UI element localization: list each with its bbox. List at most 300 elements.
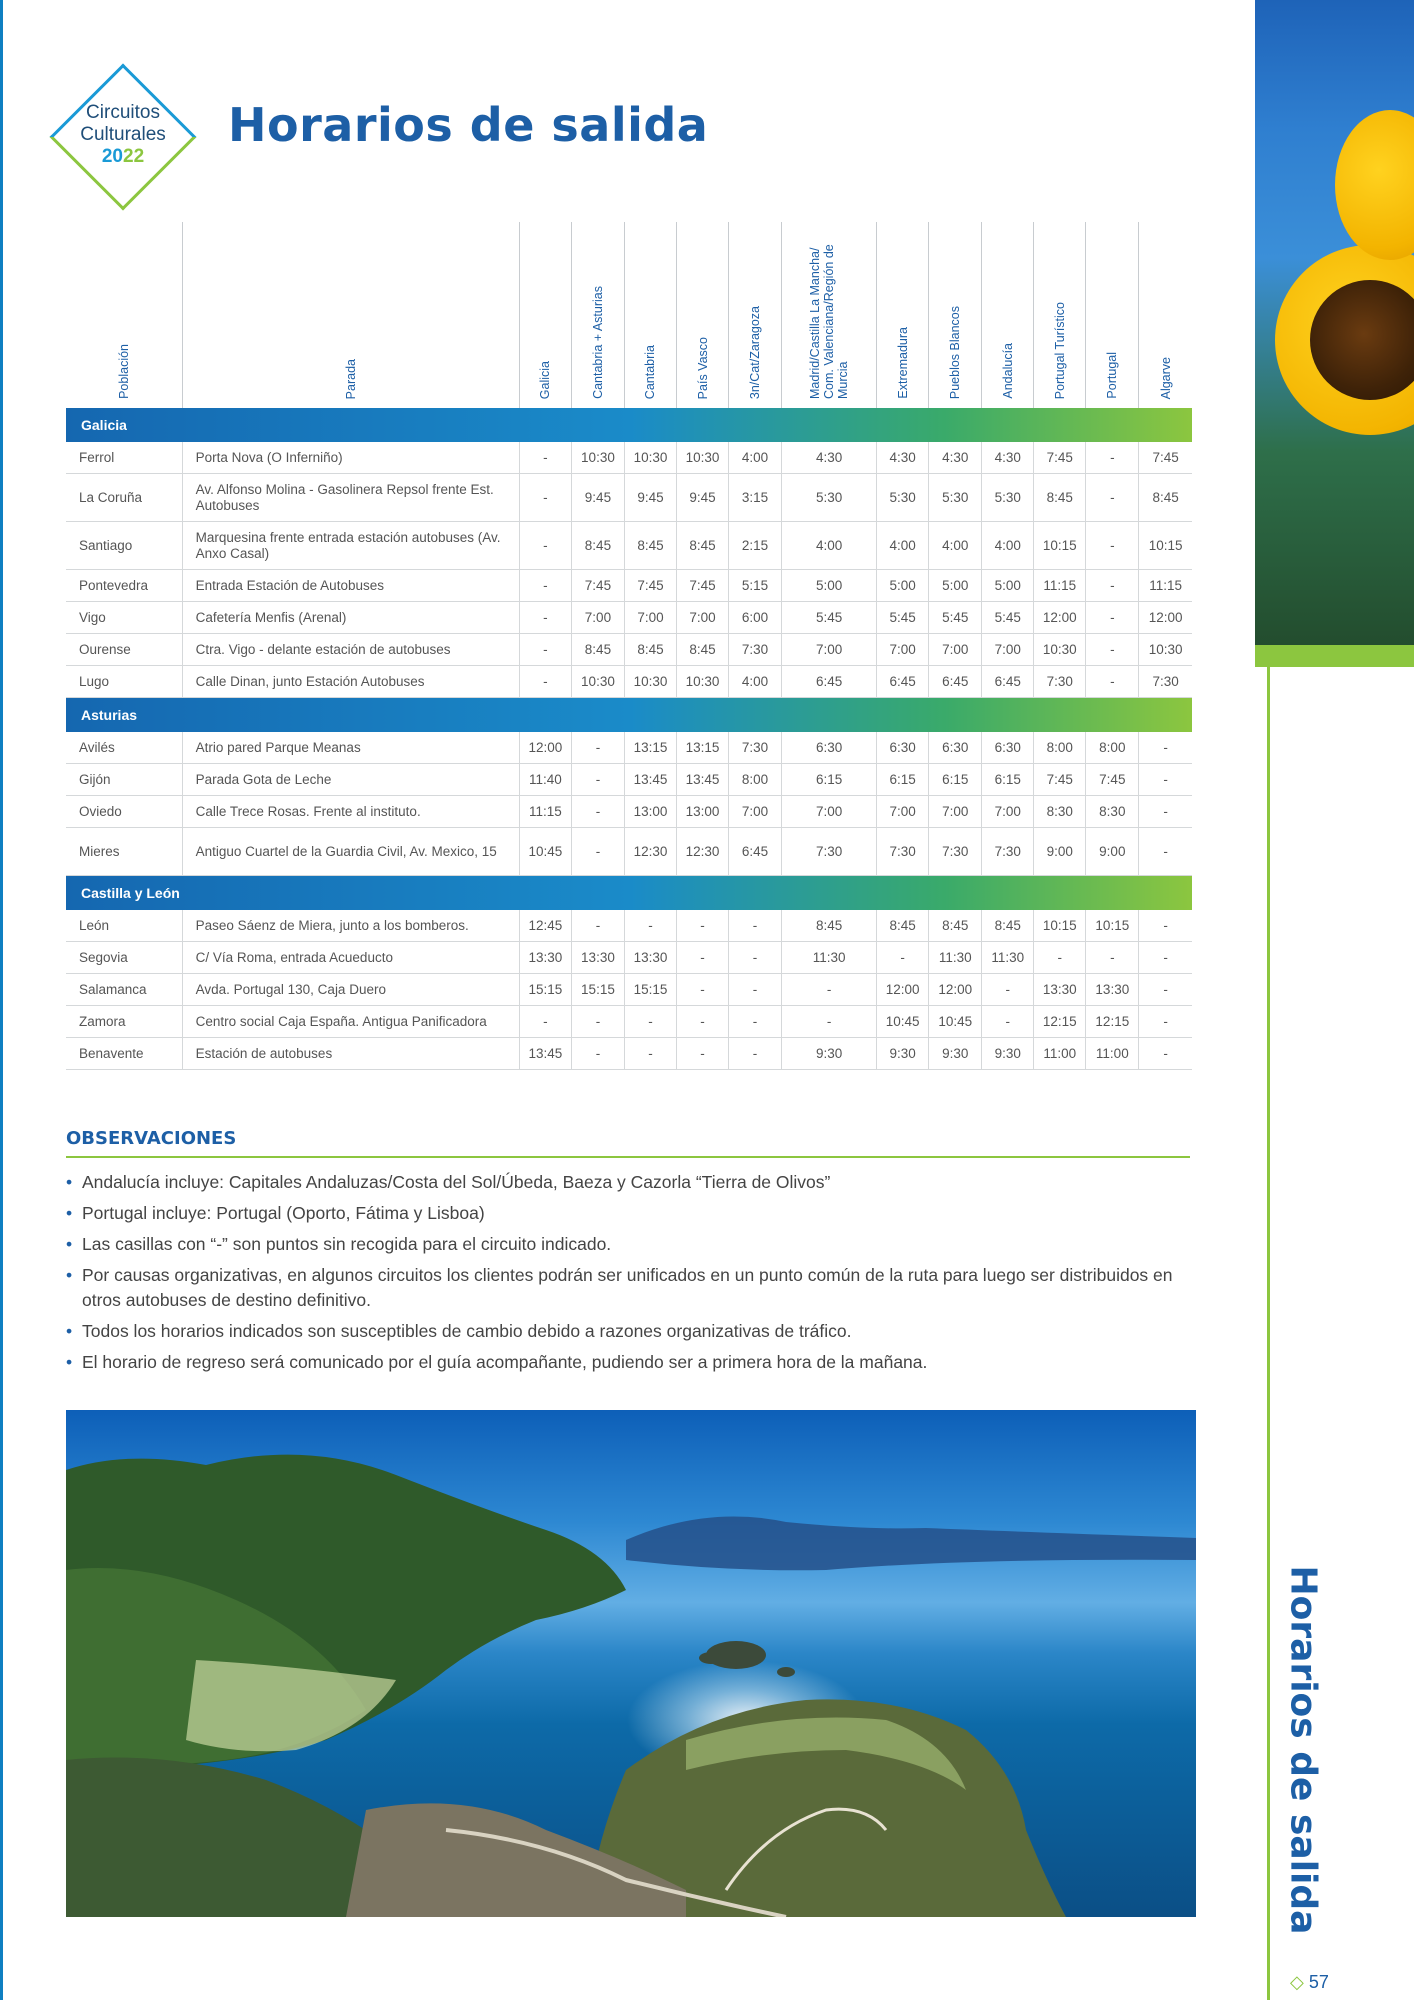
cell-time: 11:15 xyxy=(519,796,571,828)
col-header-label: Galicia xyxy=(538,360,553,399)
cell-time: 8:45 xyxy=(677,634,729,666)
cell-time: 15:15 xyxy=(519,974,571,1006)
cell-time: 7:00 xyxy=(877,796,929,828)
cell-time: 7:45 xyxy=(1034,442,1086,474)
cell-time: - xyxy=(1139,942,1192,974)
col-header-extremadura xyxy=(877,222,929,408)
cell-time: 6:30 xyxy=(877,732,929,764)
cell-time: 11:00 xyxy=(1086,1038,1139,1070)
cell-time: 8:45 xyxy=(571,634,624,666)
cell-time: 15:15 xyxy=(571,974,624,1006)
cell-poblacion: Segovia xyxy=(66,942,182,974)
cell-time: - xyxy=(1034,942,1086,974)
cell-time: - xyxy=(519,522,571,570)
observacion-item: • Andalucía incluye: Capitales Andaluzas/Costa del Sol/Úbeda, Baeza y Cazorla “Tierra de Olivos” xyxy=(66,1170,1190,1195)
cell-time: 10:30 xyxy=(624,666,676,698)
cell-time: 7:30 xyxy=(1034,666,1086,698)
cell-time: 15:15 xyxy=(624,974,676,1006)
col-header-label: Algarve xyxy=(1158,356,1173,399)
cell-time: - xyxy=(677,974,729,1006)
cell-time: 4:30 xyxy=(929,442,982,474)
col-header-label: 3n/Cat/Zaragoza xyxy=(748,305,763,399)
region-header-row xyxy=(66,408,1192,442)
cell-time: 10:30 xyxy=(1034,634,1086,666)
cell-time: 6:30 xyxy=(782,732,877,764)
cell-poblacion: Oviedo xyxy=(66,796,182,828)
logo-text xyxy=(38,102,208,168)
coastline-illustration xyxy=(66,1410,1196,1917)
cell-poblacion: Mieres xyxy=(66,828,182,876)
observaciones-list xyxy=(66,1170,1190,1381)
cell-time: 11:00 xyxy=(1034,1038,1086,1070)
cell-time: 6:45 xyxy=(982,666,1034,698)
cell-time: 7:30 xyxy=(1139,666,1192,698)
cell-time: 10:45 xyxy=(519,828,571,876)
cell-time: 9:45 xyxy=(571,474,624,522)
cell-parada: Parada Gota de Leche xyxy=(182,764,519,796)
col-header-cat-zaragoza xyxy=(729,222,782,408)
table-row xyxy=(66,522,1192,570)
col-header-portugal xyxy=(1086,222,1139,408)
col-header-label: Población xyxy=(116,344,131,399)
table-row xyxy=(66,828,1192,876)
cell-time: - xyxy=(677,942,729,974)
cell-time: 7:00 xyxy=(729,796,782,828)
sidebar-line xyxy=(1267,667,1270,2000)
cell-time: - xyxy=(782,974,877,1006)
cell-time: 8:00 xyxy=(1086,732,1139,764)
col-header-label: Extremadura xyxy=(895,327,910,399)
cell-time: - xyxy=(1086,602,1139,634)
cell-time: - xyxy=(1086,634,1139,666)
cell-time: 7:00 xyxy=(677,602,729,634)
col-header-pueblos-blancos xyxy=(929,222,982,408)
cell-time: 6:15 xyxy=(782,764,877,796)
observacion-item: • Todos los horarios indicados son susceptibles de cambio debido a razones organizativas de tráfico. xyxy=(66,1319,1190,1344)
cell-time: 8:30 xyxy=(1086,796,1139,828)
observacion-item: • Por causas organizativas, en algunos circuitos los clientes podrán ser unificados en un punto común de la ruta para luego ser distribuidos en otros autobuses de destino definitivo. xyxy=(66,1263,1190,1313)
cell-time: 13:45 xyxy=(519,1038,571,1070)
cell-time: 13:15 xyxy=(677,732,729,764)
cell-time: 6:15 xyxy=(982,764,1034,796)
cell-time: 9:00 xyxy=(1034,828,1086,876)
cell-time: 7:45 xyxy=(571,570,624,602)
col-header-parada xyxy=(182,222,519,408)
cell-parada: Avda. Portugal 130, Caja Duero xyxy=(182,974,519,1006)
region-name: Asturias xyxy=(66,698,1192,733)
cell-poblacion: Ourense xyxy=(66,634,182,666)
cell-time: 13:30 xyxy=(1086,974,1139,1006)
cell-time: 7:00 xyxy=(982,634,1034,666)
cell-time: 9:45 xyxy=(624,474,676,522)
cell-time: 6:45 xyxy=(782,666,877,698)
cell-time: 7:30 xyxy=(929,828,982,876)
cell-time: 7:00 xyxy=(571,602,624,634)
cell-time: 11:30 xyxy=(982,942,1034,974)
cell-time: - xyxy=(1086,522,1139,570)
cell-time: 12:00 xyxy=(1139,602,1192,634)
cell-time: - xyxy=(571,796,624,828)
cell-time: 5:00 xyxy=(782,570,877,602)
cell-time: 5:45 xyxy=(782,602,877,634)
cell-time: 5:15 xyxy=(729,570,782,602)
cell-time: 9:30 xyxy=(929,1038,982,1070)
cell-poblacion: Lugo xyxy=(66,666,182,698)
cell-time: 7:45 xyxy=(1139,442,1192,474)
cell-time: 10:15 xyxy=(1034,522,1086,570)
cell-time: 8:45 xyxy=(624,634,676,666)
cell-time: 6:00 xyxy=(729,602,782,634)
cell-time: 13:00 xyxy=(624,796,676,828)
cell-time: 7:00 xyxy=(624,602,676,634)
cell-poblacion: León xyxy=(66,910,182,942)
cell-parada: Antiguo Cuartel de la Guardia Civil, Av. Mexico, 15 xyxy=(182,828,519,876)
cell-time: 7:00 xyxy=(929,634,982,666)
cell-time: 9:30 xyxy=(982,1038,1034,1070)
cell-time: - xyxy=(677,1038,729,1070)
schedule-table xyxy=(66,222,1192,1070)
cell-parada: Ctra. Vigo - delante estación de autobuses xyxy=(182,634,519,666)
cell-time: 4:30 xyxy=(877,442,929,474)
cell-parada: Av. Alfonso Molina - Gasolinera Repsol frente Est. Autobuses xyxy=(182,474,519,522)
cell-time: 12:00 xyxy=(1034,602,1086,634)
cell-time: - xyxy=(1139,828,1192,876)
cell-time: 7:00 xyxy=(877,634,929,666)
page-number-value: 57 xyxy=(1308,1972,1329,1992)
cell-poblacion: Zamora xyxy=(66,1006,182,1038)
side-title-text: Horarios de salida xyxy=(1282,1565,1324,1935)
cell-time: 8:45 xyxy=(624,522,676,570)
region-header-row xyxy=(66,876,1192,911)
cell-time: 6:30 xyxy=(929,732,982,764)
cell-time: 10:30 xyxy=(571,442,624,474)
cell-poblacion: Benavente xyxy=(66,1038,182,1070)
col-header-label: Madrid/Castilla La Mancha/ Com. Valenciana/Región de Murcia xyxy=(808,244,851,399)
col-header-label: Parada xyxy=(343,358,358,399)
cell-parada: C/ Vía Roma, entrada Acueducto xyxy=(182,942,519,974)
cell-time: 4:30 xyxy=(982,442,1034,474)
cell-time: - xyxy=(982,1006,1034,1038)
cell-parada: Centro social Caja España. Antigua Panificadora xyxy=(182,1006,519,1038)
cell-time: 8:30 xyxy=(1034,796,1086,828)
table-row xyxy=(66,732,1192,764)
region-name: Castilla y León xyxy=(66,876,1192,911)
observaciones-title: OBSERVACIONES xyxy=(66,1128,237,1149)
cell-poblacion: Santiago xyxy=(66,522,182,570)
cell-time: 4:00 xyxy=(929,522,982,570)
cell-time: 6:15 xyxy=(877,764,929,796)
cell-time: 13:30 xyxy=(624,942,676,974)
cell-time: 5:30 xyxy=(982,474,1034,522)
table-row xyxy=(66,942,1192,974)
table-row xyxy=(66,974,1192,1006)
cell-time: - xyxy=(624,1006,676,1038)
cell-time: 8:45 xyxy=(1034,474,1086,522)
cell-time: 7:45 xyxy=(624,570,676,602)
cell-time: 5:00 xyxy=(982,570,1034,602)
cell-time: - xyxy=(519,570,571,602)
cell-time: 8:45 xyxy=(929,910,982,942)
cell-time: - xyxy=(1086,474,1139,522)
cell-time: 4:00 xyxy=(982,522,1034,570)
left-edge-rule xyxy=(0,0,3,2000)
cell-parada: Marquesina frente entrada estación autobuses (Av. Anxo Casal) xyxy=(182,522,519,570)
side-title xyxy=(1278,1565,1328,1935)
table-row xyxy=(66,602,1192,634)
cell-time: - xyxy=(729,1038,782,1070)
cell-time: - xyxy=(1139,910,1192,942)
cell-parada: Porta Nova (O Inferniño) xyxy=(182,442,519,474)
cell-time: 5:00 xyxy=(929,570,982,602)
col-header-label: Cantabria xyxy=(643,344,658,399)
cell-time: - xyxy=(1086,570,1139,602)
cell-time: - xyxy=(1139,732,1192,764)
cell-time: 4:30 xyxy=(782,442,877,474)
cell-time: 10:30 xyxy=(571,666,624,698)
cell-time: - xyxy=(571,764,624,796)
cell-time: 8:45 xyxy=(982,910,1034,942)
cell-time: 12:00 xyxy=(519,732,571,764)
table-row xyxy=(66,910,1192,942)
cell-time: 11:30 xyxy=(929,942,982,974)
cell-time: - xyxy=(677,910,729,942)
cell-time: 9:30 xyxy=(782,1038,877,1070)
cell-time: 9:30 xyxy=(877,1038,929,1070)
col-header-algarve xyxy=(1139,222,1192,408)
cell-time: 8:45 xyxy=(571,522,624,570)
col-header-label: País Vasco xyxy=(695,336,710,399)
diamond-bullet-icon: ◇ xyxy=(1290,1972,1304,1992)
table-header-row xyxy=(66,222,1192,408)
cell-time: - xyxy=(571,828,624,876)
cell-time: 7:00 xyxy=(982,796,1034,828)
cell-poblacion: La Coruña xyxy=(66,474,182,522)
table-row xyxy=(66,666,1192,698)
cell-time: 12:30 xyxy=(624,828,676,876)
observacion-item: • Las casillas con “-” son puntos sin recogida para el circuito indicado. xyxy=(66,1232,1190,1257)
cell-time: 11:30 xyxy=(782,942,877,974)
cell-time: 10:15 xyxy=(1034,910,1086,942)
table-row xyxy=(66,1006,1192,1038)
cell-time: 9:00 xyxy=(1086,828,1139,876)
cell-time: 13:30 xyxy=(519,942,571,974)
cell-time: - xyxy=(1086,942,1139,974)
cell-time: - xyxy=(624,1038,676,1070)
cell-time: 6:45 xyxy=(729,828,782,876)
cell-time: 12:30 xyxy=(677,828,729,876)
cell-time: - xyxy=(519,442,571,474)
cell-time: 10:30 xyxy=(677,442,729,474)
cell-time: 7:45 xyxy=(1086,764,1139,796)
col-header-madrid xyxy=(782,222,877,408)
cell-poblacion: Gijón xyxy=(66,764,182,796)
cell-time: - xyxy=(519,666,571,698)
cell-time: 13:30 xyxy=(1034,974,1086,1006)
col-header-galicia xyxy=(519,222,571,408)
cell-time: 13:15 xyxy=(624,732,676,764)
cell-time: 12:00 xyxy=(877,974,929,1006)
cell-time: 5:30 xyxy=(782,474,877,522)
cell-time: - xyxy=(729,974,782,1006)
cell-time: 10:30 xyxy=(677,666,729,698)
cell-time: 2:15 xyxy=(729,522,782,570)
cell-time: 10:45 xyxy=(877,1006,929,1038)
cell-poblacion: Avilés xyxy=(66,732,182,764)
cell-parada: Paseo Sáenz de Miera, junto a los bomberos. xyxy=(182,910,519,942)
cell-time: - xyxy=(571,1038,624,1070)
cell-time: 13:45 xyxy=(677,764,729,796)
cell-time: 7:45 xyxy=(1034,764,1086,796)
cell-time: 10:15 xyxy=(1139,522,1192,570)
cell-time: - xyxy=(1139,1038,1192,1070)
cell-time: 4:00 xyxy=(729,442,782,474)
circuitos-culturales-logo xyxy=(38,52,208,222)
cell-time: - xyxy=(1139,764,1192,796)
col-header-portugal-turistico xyxy=(1034,222,1086,408)
cell-time: 9:45 xyxy=(677,474,729,522)
table-row xyxy=(66,474,1192,522)
cell-time: 13:00 xyxy=(677,796,729,828)
cell-time: 12:15 xyxy=(1034,1006,1086,1038)
cell-time: - xyxy=(1139,974,1192,1006)
cell-time: 11:40 xyxy=(519,764,571,796)
cell-poblacion: Ferrol xyxy=(66,442,182,474)
table-row xyxy=(66,570,1192,602)
cell-time: 10:15 xyxy=(1086,910,1139,942)
cell-time: 5:45 xyxy=(877,602,929,634)
green-strip xyxy=(1255,645,1414,667)
cell-time: - xyxy=(877,942,929,974)
cell-time: 6:15 xyxy=(929,764,982,796)
cell-time: 8:00 xyxy=(1034,732,1086,764)
cell-parada: Calle Dinan, junto Estación Autobuses xyxy=(182,666,519,698)
cell-time: 11:15 xyxy=(1034,570,1086,602)
cell-time: - xyxy=(624,910,676,942)
coastline-photo xyxy=(66,1410,1196,1917)
cell-time: 7:00 xyxy=(782,634,877,666)
cell-time: - xyxy=(1139,796,1192,828)
col-header-label: Andalucía xyxy=(1000,343,1015,399)
cell-time: - xyxy=(729,1006,782,1038)
cell-poblacion: Pontevedra xyxy=(66,570,182,602)
col-header-poblacion xyxy=(66,222,182,408)
cell-poblacion: Vigo xyxy=(66,602,182,634)
cell-time: 7:30 xyxy=(782,828,877,876)
page-number xyxy=(1290,1972,1329,1993)
cell-time: 11:15 xyxy=(1139,570,1192,602)
cell-parada: Entrada Estación de Autobuses xyxy=(182,570,519,602)
cell-time: 13:30 xyxy=(571,942,624,974)
cell-time: 12:15 xyxy=(1086,1006,1139,1038)
logo-year-b: 22 xyxy=(123,146,145,167)
cell-poblacion: Salamanca xyxy=(66,974,182,1006)
col-header-label: Portugal xyxy=(1105,352,1120,399)
cell-time: 12:45 xyxy=(519,910,571,942)
table-row xyxy=(66,764,1192,796)
cell-time: 10:45 xyxy=(929,1006,982,1038)
cell-time: 6:30 xyxy=(982,732,1034,764)
cell-time: 5:00 xyxy=(877,570,929,602)
cell-time: 10:30 xyxy=(1139,634,1192,666)
observacion-item: • Portugal incluye: Portugal (Oporto, Fátima y Lisboa) xyxy=(66,1201,1190,1226)
logo-year-a: 20 xyxy=(101,146,123,167)
cell-time: - xyxy=(1086,666,1139,698)
cell-time: 4:00 xyxy=(729,666,782,698)
cell-parada: Calle Trece Rosas. Frente al instituto. xyxy=(182,796,519,828)
cell-time: 7:30 xyxy=(877,828,929,876)
cell-time: - xyxy=(982,974,1034,1006)
cell-time: - xyxy=(729,942,782,974)
cell-time: 5:45 xyxy=(982,602,1034,634)
table-row xyxy=(66,1038,1192,1070)
cell-time: - xyxy=(571,910,624,942)
cell-time: 6:45 xyxy=(929,666,982,698)
cell-time: 8:45 xyxy=(1139,474,1192,522)
col-header-label: Cantabria + Asturias xyxy=(590,286,605,399)
cell-time: 5:30 xyxy=(929,474,982,522)
cell-time: 3:15 xyxy=(729,474,782,522)
cell-parada: Estación de autobuses xyxy=(182,1038,519,1070)
col-header-cantabria xyxy=(624,222,676,408)
cell-time: - xyxy=(677,1006,729,1038)
cell-time: 8:00 xyxy=(729,764,782,796)
schedule-body xyxy=(66,408,1192,1070)
region-header-row xyxy=(66,698,1192,733)
col-header-label: Pueblos Blancos xyxy=(948,305,963,399)
cell-time: 13:45 xyxy=(624,764,676,796)
logo-year xyxy=(38,146,208,168)
table-row xyxy=(66,442,1192,474)
cell-time: - xyxy=(782,1006,877,1038)
cell-time: 8:45 xyxy=(782,910,877,942)
logo-line-1: Circuitos xyxy=(86,102,160,123)
table-row xyxy=(66,796,1192,828)
cell-time: 7:30 xyxy=(982,828,1034,876)
region-name: Galicia xyxy=(66,408,1192,442)
col-header-cantabria-asturias xyxy=(571,222,624,408)
col-header-andalucia xyxy=(982,222,1034,408)
observacion-item: • El horario de regreso será comunicado por el guía acompañante, pudiendo ser a primera hora de la mañana. xyxy=(66,1350,1190,1375)
cell-time: - xyxy=(519,474,571,522)
logo-line-2: Culturales xyxy=(80,124,166,145)
page-title: Horarios de salida xyxy=(228,98,709,152)
cell-time: 6:45 xyxy=(877,666,929,698)
cell-time: 8:45 xyxy=(877,910,929,942)
cell-time: - xyxy=(1139,1006,1192,1038)
cell-parada: Cafetería Menfis (Arenal) xyxy=(182,602,519,634)
cell-time: - xyxy=(571,1006,624,1038)
cell-time: - xyxy=(1086,442,1139,474)
cell-time: 5:45 xyxy=(929,602,982,634)
sunflower-photo xyxy=(1255,0,1414,645)
sunflower-petals-top xyxy=(1335,110,1414,260)
cell-time: 5:30 xyxy=(877,474,929,522)
cell-time: 7:45 xyxy=(677,570,729,602)
cell-time: 4:00 xyxy=(782,522,877,570)
cell-time: - xyxy=(519,602,571,634)
col-header-pais-vasco xyxy=(677,222,729,408)
cell-time: - xyxy=(729,910,782,942)
cell-time: 4:00 xyxy=(877,522,929,570)
cell-time: - xyxy=(519,634,571,666)
cell-time: 7:00 xyxy=(782,796,877,828)
cell-time: 7:30 xyxy=(729,634,782,666)
cell-time: 8:45 xyxy=(677,522,729,570)
observaciones-rule xyxy=(66,1156,1190,1158)
table-row xyxy=(66,634,1192,666)
cell-parada: Atrio pared Parque Meanas xyxy=(182,732,519,764)
cell-time: 7:30 xyxy=(729,732,782,764)
